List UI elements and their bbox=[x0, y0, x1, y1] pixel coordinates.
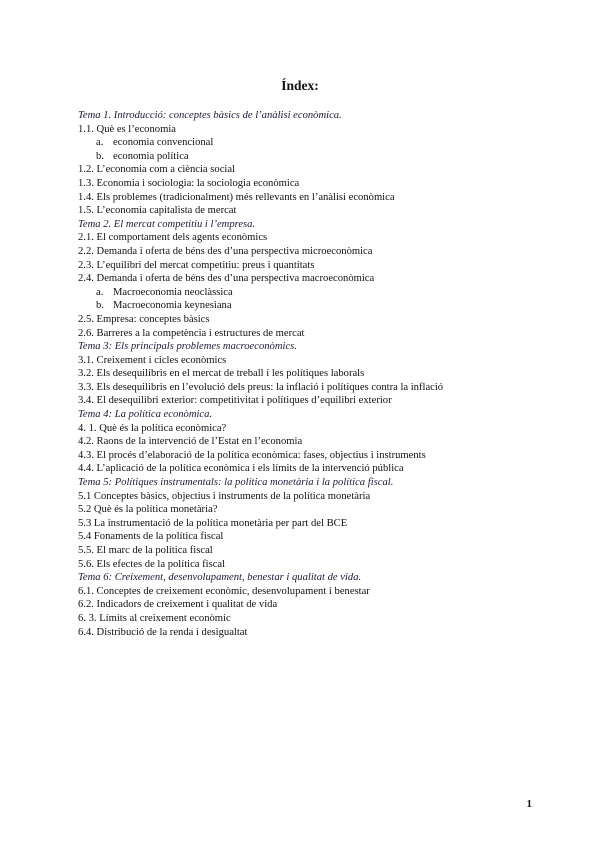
toc-item: 4.3. El procés d’elaboració de la política econòmica: fases, objectius i instruments bbox=[78, 449, 426, 461]
toc-item: 1.4. Els problemes (tradicionalment) més rellevants en l’anàlisi econòmica bbox=[78, 191, 395, 203]
toc-item: 5.2 Què és la política monetària? bbox=[78, 504, 218, 516]
toc-item: 2.1. El comportament dels agents econòmics bbox=[78, 232, 268, 244]
toc-theme-heading: Tema 2. El mercat competitiu i l’empresa. bbox=[78, 218, 256, 230]
toc-item: 2.3. L’equilibri del mercat competitiu: preus i quantitats bbox=[78, 259, 315, 271]
toc-item: 1.5. L’economia capitalista de mercat bbox=[78, 205, 237, 217]
toc-subitem bbox=[78, 150, 482, 164]
table-of-contents bbox=[78, 109, 482, 639]
toc-subitem bbox=[78, 299, 482, 313]
toc-item: 2.6. Barreres a la competència i estructures de mercat bbox=[78, 327, 305, 339]
toc-item: 6.4. Distribució de la renda i desigualtat bbox=[78, 626, 248, 638]
toc-item: 3.4. El desequilibri exterior: competitivitat i polítiques d’equilibri exterior bbox=[78, 395, 392, 407]
toc-item: 2.5. Empresa: conceptes bàsics bbox=[78, 313, 210, 325]
toc-theme-heading: Tema 4: La política econòmica. bbox=[78, 409, 213, 421]
toc-subitem-letter: b. bbox=[96, 300, 104, 312]
toc-item: 2.2. Demanda i oferta de béns des d’una perspectiva microeconòmica bbox=[78, 245, 373, 257]
toc-item: 6.2. Indicadors de creixement i qualitat de vida bbox=[78, 599, 278, 611]
toc-theme-heading: Tema 3: Els principals problemes macroeconòmics. bbox=[78, 341, 297, 353]
page-number: 1 bbox=[526, 798, 532, 810]
page-title: Índex: bbox=[281, 78, 319, 93]
toc-item: 5.5. El marc de la política fiscal bbox=[78, 545, 213, 556]
toc-item: 5.6. Els efectes de la política fiscal bbox=[78, 558, 226, 570]
toc-theme-heading: Tema 5: Polítiques instrumentals: la política monetària i la política fiscal. bbox=[78, 477, 394, 489]
toc-item: 5.1 Conceptes bàsics, objectius i instruments de la política monetària bbox=[78, 490, 371, 502]
toc-subitem-text: economia convencional bbox=[113, 137, 214, 149]
toc-subitem-text: Macroeconomia neoclàssica bbox=[113, 286, 233, 298]
toc-subitem-text: economia política bbox=[113, 150, 189, 162]
toc-subitem bbox=[78, 286, 482, 300]
toc-item: 2.4. Demanda i oferta de béns des d’una perspectiva macroeconòmica bbox=[78, 273, 375, 285]
toc-item: 6.1. Conceptes de creixement econòmic, desenvolupament i benestar bbox=[78, 585, 370, 597]
toc-item: 5.3 La instrumentació de la política monetària per part del BCE bbox=[78, 517, 348, 529]
toc-item: 4.4. L’aplicació de la política econòmica i els límits de la intervenció pública bbox=[78, 463, 404, 475]
toc-item: 6. 3. Límits al creixement econòmic bbox=[78, 612, 231, 624]
toc-subitem bbox=[78, 136, 482, 150]
toc-item: 1.3. Economia i sociologia: la sociologia econòmica bbox=[78, 177, 300, 189]
toc-theme-heading: Tema 1. Introducció: conceptes bàsics de l’anàlisi econòmica. bbox=[78, 110, 342, 121]
toc-subitem-text: Macroeconomia keynesiana bbox=[113, 300, 232, 312]
toc-item: 4. 1. Què és la política econòmica? bbox=[78, 422, 227, 434]
toc-item: 5.4 Fonaments de la política fiscal bbox=[78, 531, 224, 543]
toc-item: 3.1. Creixement i cicles econòmics bbox=[78, 354, 227, 366]
toc-subitem-letter: a. bbox=[96, 137, 104, 149]
toc-item: 3.3. Els desequilibris en l’evolució dels preus: la inflació i polítiques contra la inflació bbox=[78, 381, 444, 393]
toc-item: 4.2. Raons de la intervenció de l’Estat en l’economia bbox=[78, 436, 303, 448]
toc-theme-heading: Tema 6: Creixement, desenvolupament, benestar i qualitat de vida. bbox=[78, 572, 362, 584]
toc-item: 1.2. L’economia com a ciència social bbox=[78, 164, 235, 176]
toc-subitem-letter: a. bbox=[96, 286, 104, 298]
toc-item: 3.2. Els desequilibris en el mercat de treball i les polítiques laborals bbox=[78, 368, 365, 380]
toc-subitem-letter: b. bbox=[96, 150, 104, 162]
toc-item: 1.1. Què es l’economia bbox=[78, 123, 176, 135]
